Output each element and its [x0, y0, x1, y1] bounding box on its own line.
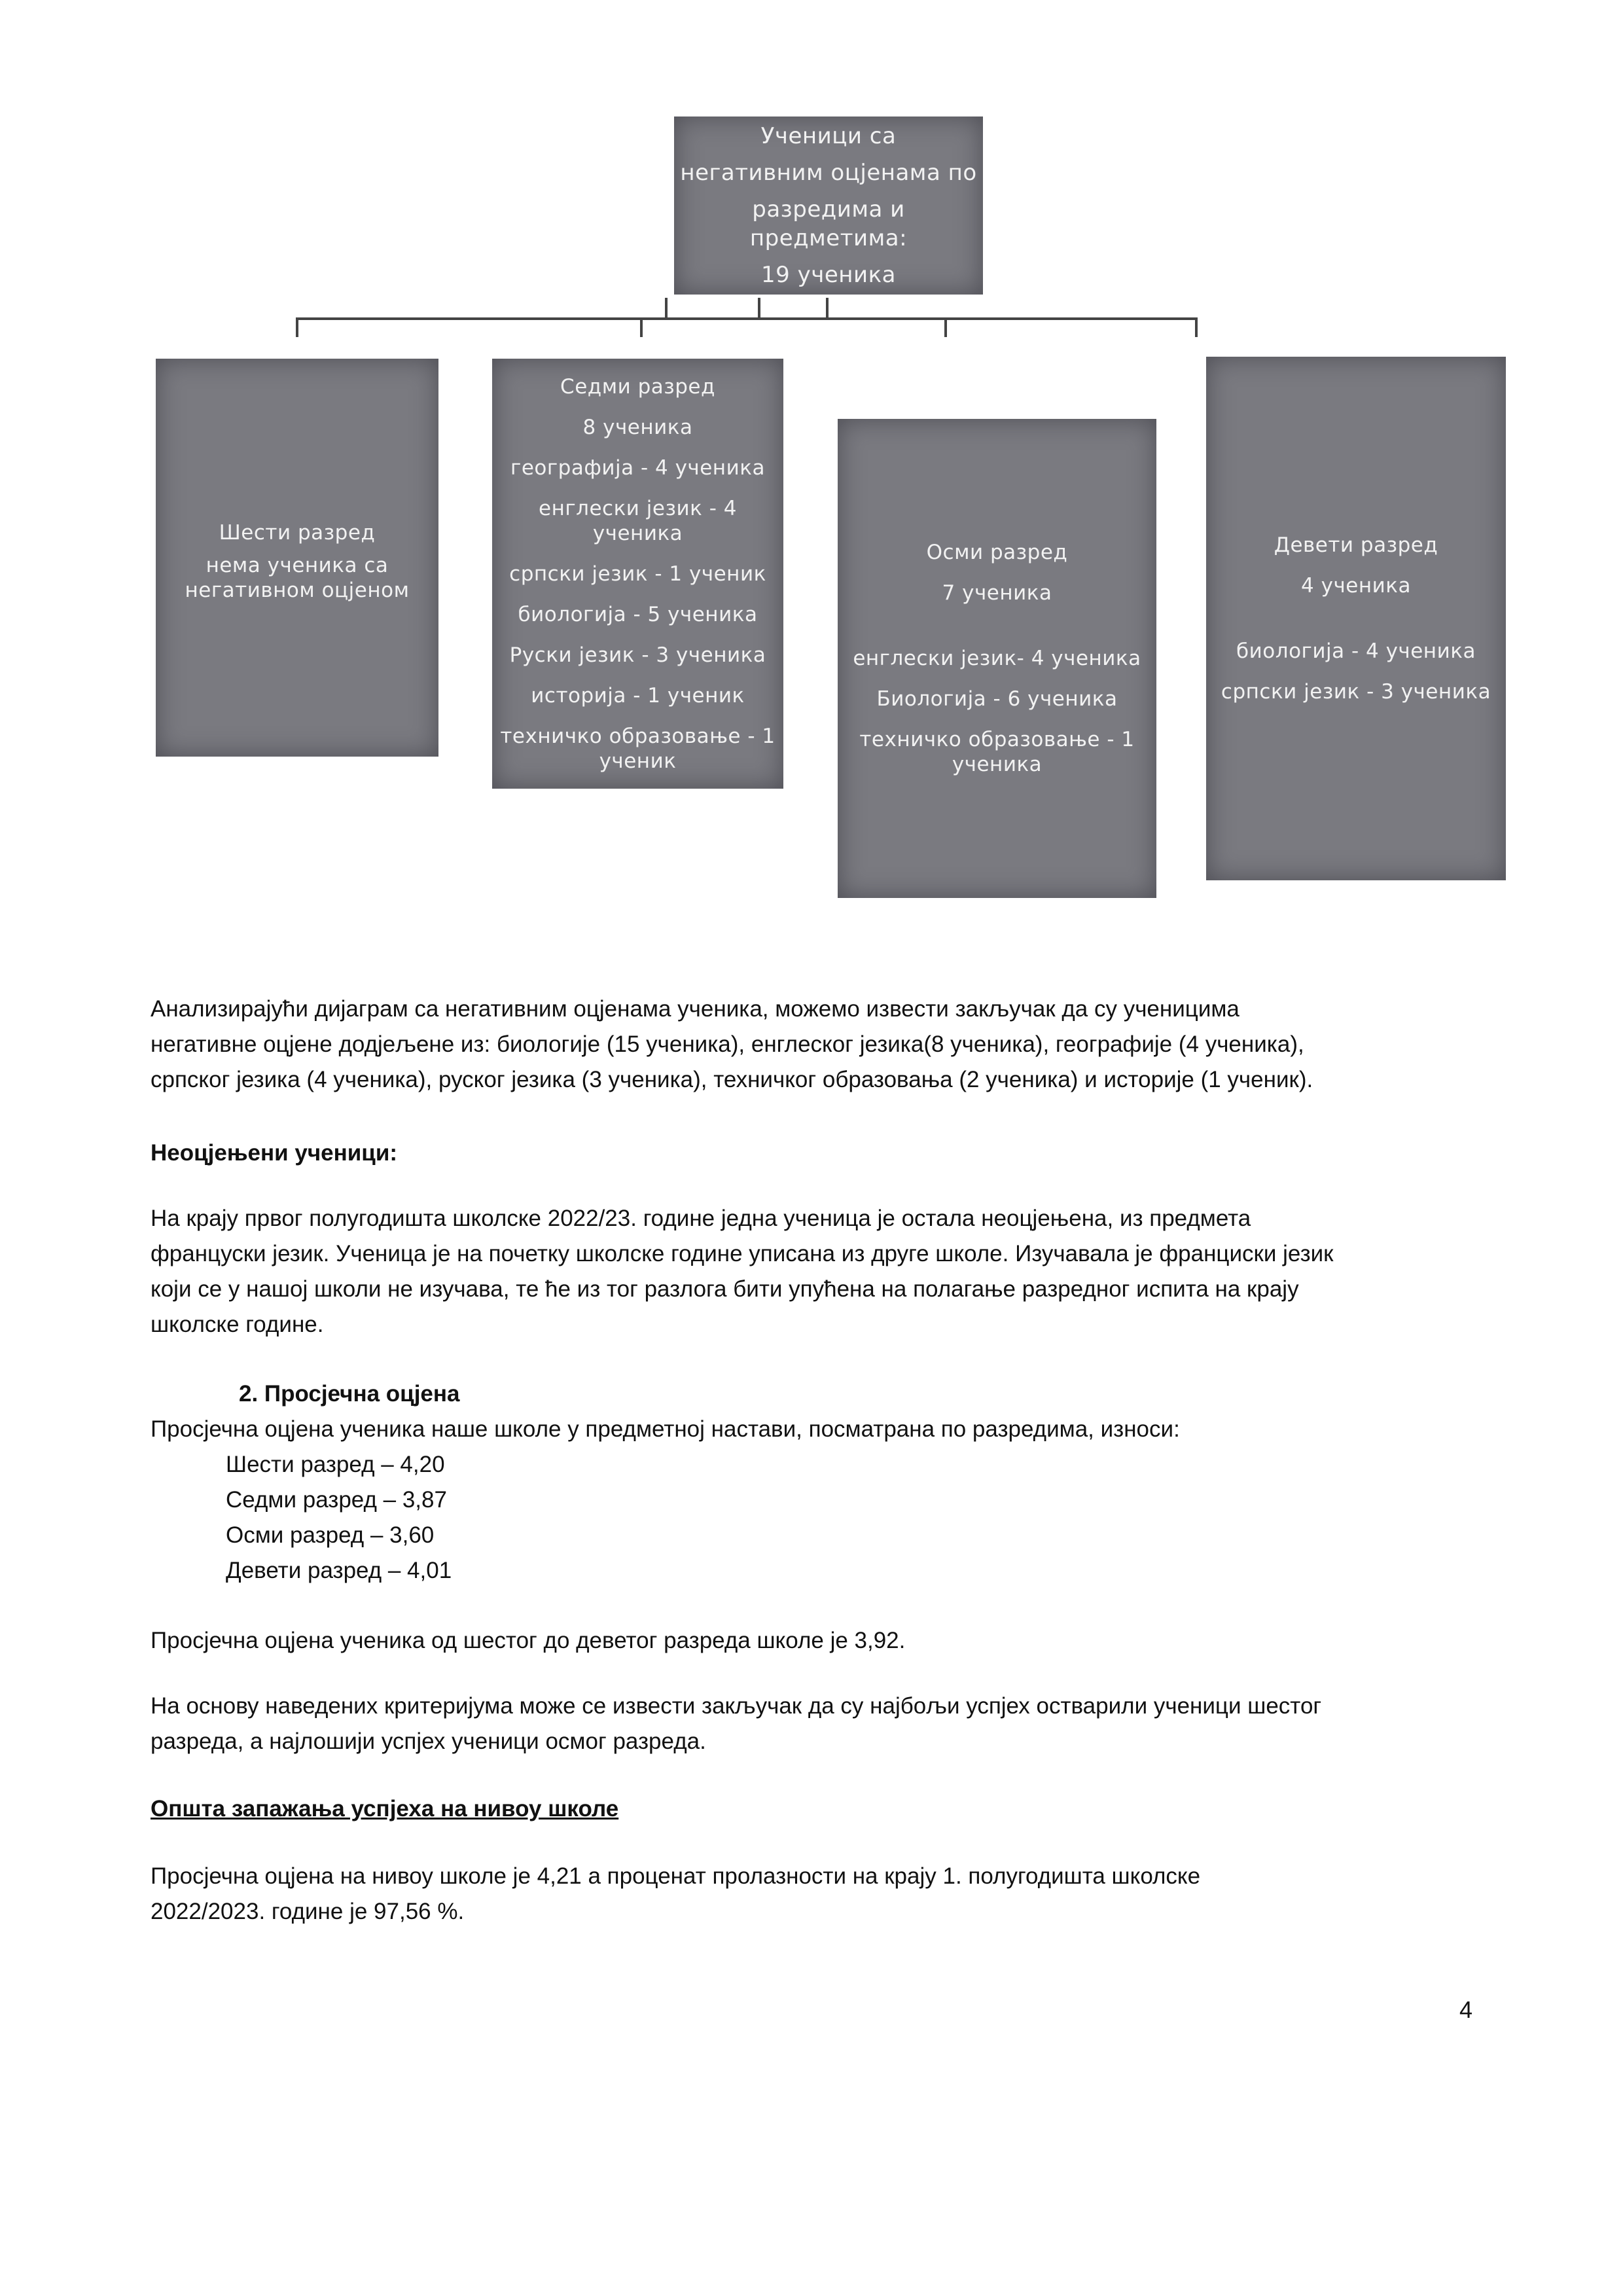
average-heading: 2. Просјечна оцјена — [239, 1381, 460, 1407]
diagram-text: српски језик - 3 ученика — [1221, 680, 1491, 704]
page-number: 4 — [1459, 1996, 1473, 2023]
unassessed-heading: Неоцјењени ученици: — [151, 1140, 397, 1166]
diagram-text: нема ученика са — [205, 554, 389, 577]
diagram-text: ученика — [592, 521, 683, 545]
connector-line — [640, 317, 643, 337]
diagram-text: ученик — [599, 749, 677, 773]
diagram-text: Девети разред — [1274, 533, 1438, 557]
grade-average-item: Седми разред – 3,87 — [226, 1487, 447, 1513]
text-line: На основу наведених критеријума може се извести закључак да су најбољи успјех остварили ученици шестог — [151, 1693, 1322, 1719]
diagram-text: техничко образовање - 1 — [859, 728, 1135, 751]
diagram-text: 8 ученика — [582, 415, 693, 439]
diagram-text: техничко образовање - 1 — [500, 724, 776, 748]
diagram-text: Седми разред — [560, 374, 715, 399]
diagram-text: биологија - 4 ученика — [1236, 639, 1476, 663]
text-line: српског језика (4 ученика), руског језика (3 ученика), техничког образовања (2 ученика) и историје (1 ученик). — [151, 1067, 1313, 1092]
diagram-box-grade7 — [492, 359, 783, 789]
text-line: Просјечна оцјена ученика наше школе у предметној настави, посматрана по разредима, износи: — [151, 1416, 1180, 1442]
average-section — [151, 1412, 1479, 1588]
text-line: Просјечна оцјена на нивоу школе је 4,21 а проценат пролазности на крају 1. полугодишта школске — [151, 1863, 1201, 1889]
diagram-box-grade6 — [156, 359, 438, 757]
text-line: Анализирајући дијаграм са негативним оцјенама ученика, можемо извести закључак да су ученицима — [151, 996, 1240, 1022]
text-line: разреда, а најлошији успјех ученици осмог разреда. — [151, 1729, 706, 1754]
text-line: који се у нашој школи не изучава, те ће из тог разлога бити упућена на полагање разредног испита на крају — [151, 1276, 1299, 1302]
diagram-text: негативном оцјеном — [185, 579, 410, 602]
overall-average-paragraph: Просјечна оцјена ученика од шестог до деветог разреда школе је 3,92. — [151, 1628, 906, 1653]
connector-line — [1195, 317, 1198, 337]
diagram-text: енглески језик- 4 ученика — [853, 647, 1141, 670]
diagram-text: 7 ученика — [942, 581, 1052, 605]
diagram-text: 4 ученика — [1301, 574, 1411, 598]
grade-average-item: Осми разред – 3,60 — [226, 1522, 435, 1548]
connector-line — [665, 298, 668, 317]
diagram-text: историја - 1 ученик — [531, 683, 745, 708]
conclusion-paragraph — [151, 1689, 1479, 1759]
connector-line — [826, 298, 829, 317]
diagram-text: Шести разред — [219, 521, 376, 545]
text-line: На крају првог полугодишта школске 2022/23. године једна ученица је остала неоцјењена, из предмета — [151, 1206, 1251, 1231]
connector-line — [944, 317, 947, 337]
grade-average-item: Шести разред – 4,20 — [226, 1452, 445, 1477]
connector-line — [296, 317, 298, 337]
diagram-box-grade9 — [1206, 357, 1506, 880]
diagram-text: разредима и предметима: — [749, 196, 908, 251]
diagram-text: географија - 4 ученика — [510, 456, 765, 480]
general-heading: Општа запажања успјеха на нивоу школе — [151, 1796, 619, 1821]
diagram-text: 19 ученика — [761, 262, 896, 288]
grade-average-item: Девети разред – 4,01 — [226, 1558, 452, 1583]
general-paragraph — [151, 1859, 1479, 1929]
connector-line — [758, 298, 760, 317]
diagram-text: Руски језик - 3 ученика — [509, 643, 766, 667]
text-line: школске године. — [151, 1312, 324, 1337]
diagram-text: енглески језик - 4 — [539, 496, 737, 520]
diagram-text: Ученици са — [760, 123, 897, 149]
text-line: 2022/2023. године је 97,56 %. — [151, 1899, 465, 1924]
diagram-text: ученика — [952, 753, 1043, 776]
connector-line — [296, 317, 1198, 320]
diagram-root-box — [674, 117, 983, 295]
text-line: негативне оцјене додјељене из: биологије (15 ученика), енглеског језика(8 ученика), географије (4 ученика), — [151, 1031, 1304, 1057]
analysis-paragraph — [151, 992, 1479, 1098]
diagram-box-grade8 — [838, 419, 1156, 898]
diagram-text: негативним оцјенама по — [680, 160, 977, 186]
diagram-text: српски језик - 1 ученик — [509, 562, 766, 586]
diagram-text: Биологија - 6 ученика — [876, 687, 1118, 711]
unassessed-paragraph — [151, 1201, 1479, 1342]
text-line: француски језик. Ученица је на почетку школске године уписана из друге школе. Изучавала је франциски језик — [151, 1241, 1334, 1266]
diagram-text: Осми разред — [926, 541, 1068, 564]
diagram-text: биологија - 5 ученика — [518, 602, 758, 626]
